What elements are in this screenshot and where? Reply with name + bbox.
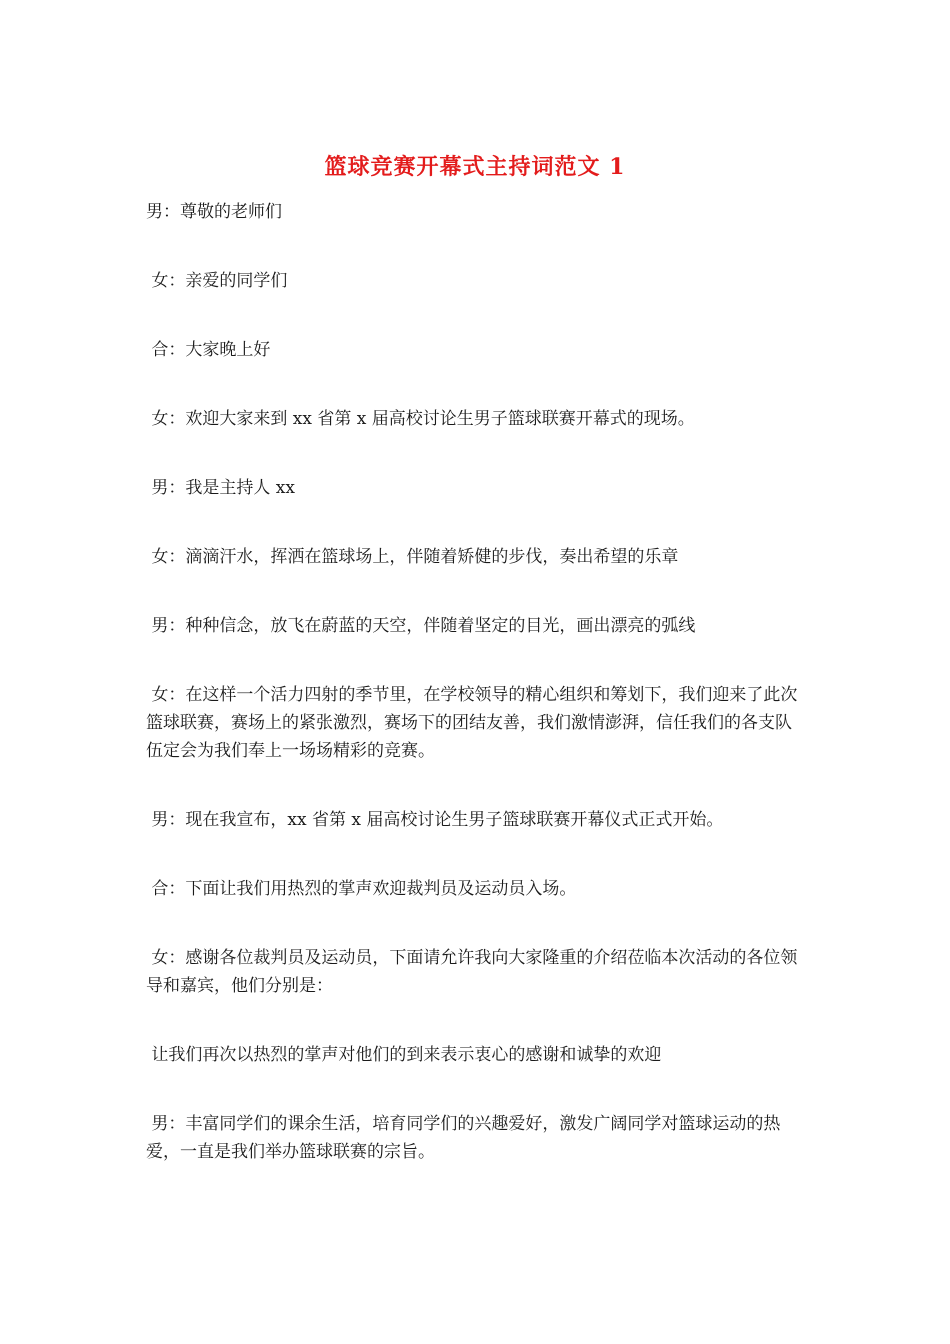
paragraph: 女：欢迎大家来到 xx 省第 x 届高校讨论生男子篮球联赛开幕式的现场。 bbox=[146, 409, 695, 429]
paragraph: 女：感谢各位裁判员及运动员，下面请允许我向大家隆重的介绍莅临本次活动的各位领导和嘉宾，他们分别是： bbox=[146, 948, 798, 996]
paragraph: 男：丰富同学们的课余生活，培育同学们的兴趣爱好，激发广阔同学对篮球运动的热爱，一直是我们举办篮球联赛的宗旨。 bbox=[146, 1114, 781, 1162]
paragraph: 男：现在我宣布，xx 省第 x 届高校讨论生男子篮球联赛开幕仪式正式开始。 bbox=[146, 810, 724, 830]
paragraph: 男：我是主持人 xx bbox=[146, 478, 295, 498]
paragraph: 女：滴滴汗水，挥洒在篮球场上，伴随着矫健的步伐，奏出希望的乐章 bbox=[146, 547, 679, 567]
document-title: 篮球竞赛开幕式主持词范文 1 bbox=[324, 154, 626, 180]
paragraph: 合：大家晚上好 bbox=[146, 340, 271, 360]
paragraph: 合：下面让我们用热烈的掌声欢迎裁判员及运动员入场。 bbox=[146, 879, 577, 899]
paragraph: 男：尊敬的老师们 bbox=[146, 202, 282, 222]
paragraph: 让我们再次以热烈的掌声对他们的到来表示衷心的感谢和诚挚的欢迎 bbox=[146, 1045, 662, 1065]
paragraph: 女：在这样一个活力四射的季节里，在学校领导的精心组织和筹划下，我们迎来了此次篮球联赛，赛场上的紧张激烈，赛场下的团结友善，我们激情澎湃，信任我们的各支队伍定会为我们奉上一场场精彩的竞赛。 bbox=[146, 685, 798, 761]
document-body bbox=[146, 198, 806, 1207]
paragraph: 男：种种信念，放飞在蔚蓝的天空，伴随着坚定的目光，画出漂亮的弧线 bbox=[146, 616, 696, 636]
paragraph: 女：亲爱的同学们 bbox=[146, 271, 288, 291]
